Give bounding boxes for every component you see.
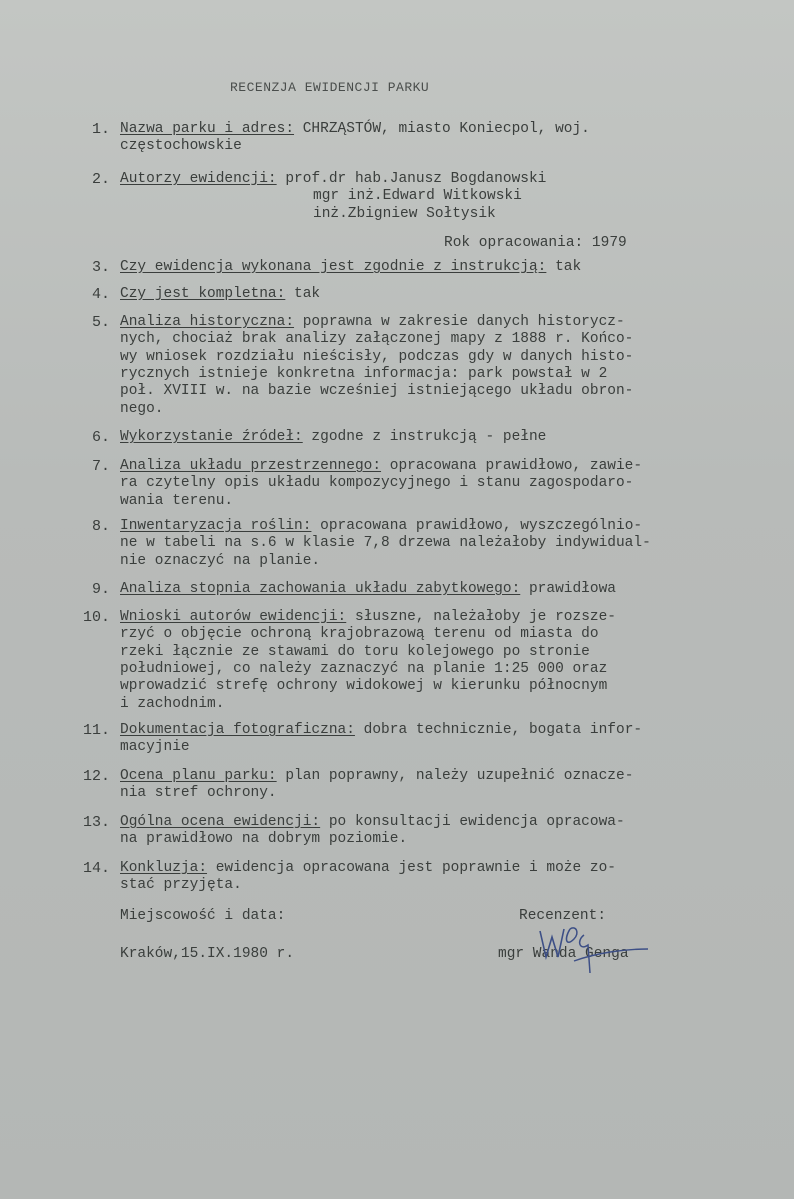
- item-number: 2.: [91, 171, 110, 188]
- item-line: [120, 331, 633, 347]
- item-text: ewidencja opracowana jest poprawnie i może zo-: [207, 860, 616, 876]
- item-line: [120, 739, 190, 755]
- item-label: Czy ewidencja wykonana jest zgodnie z instrukcją:: [120, 259, 547, 275]
- item-line: [120, 366, 607, 382]
- item-line: [120, 814, 625, 830]
- item-text: nego.: [120, 400, 164, 417]
- item-text: poprawna w zakresie danych historycz-: [294, 314, 625, 330]
- item-line: [120, 581, 616, 597]
- item-number: 10.: [82, 609, 110, 626]
- item-line: [120, 553, 320, 569]
- item-number: 4.: [91, 286, 110, 303]
- item-line: [120, 678, 607, 694]
- item-line: [120, 401, 164, 417]
- item-text: słuszne, należałoby je rozsze-: [346, 609, 616, 625]
- item-text: częstochowskie: [120, 138, 242, 155]
- reviewer-name: mgr Wanda Genga: [498, 946, 629, 962]
- item-text: nia stref ochrony.: [120, 785, 277, 802]
- item-line: [120, 661, 607, 677]
- item-number: 8.: [91, 518, 110, 535]
- item-text: tak: [285, 286, 321, 302]
- item-number: 12.: [82, 768, 110, 785]
- item-line: [120, 121, 590, 137]
- item-label: Nazwa parku i adres:: [120, 121, 295, 137]
- item-label: Konkluzja:: [120, 860, 208, 876]
- item-line: [120, 877, 242, 893]
- item-text: tak: [546, 259, 582, 275]
- item-text: wprowadzić strefę ochrony widokowej w kierunku północnym: [120, 678, 608, 695]
- item-number: 6.: [91, 429, 110, 446]
- item-text: prof.dr hab.Janusz Bogdanowski: [276, 171, 547, 187]
- item-label: Analiza układu przestrzennego:: [120, 458, 382, 474]
- item-line: [120, 722, 642, 738]
- item-text: na prawidłowo na dobrym poziomie.: [120, 831, 408, 848]
- place-date-value: Kraków,15.IX.1980 r.: [120, 946, 295, 962]
- document-title: RECENZJA EWIDENCJI PARKU: [230, 80, 430, 95]
- item-line: [120, 493, 233, 509]
- item-label: Czy jest kompletna:: [120, 286, 286, 302]
- item-label: Wykorzystanie źródeł:: [120, 429, 303, 445]
- item-text: ne w tabeli na s.6 w klasie 7,8 drzewa należałoby indywidual-: [120, 535, 651, 552]
- item-line: [120, 768, 633, 784]
- item-line: [120, 626, 599, 642]
- item-line: [120, 138, 242, 154]
- item-line: [120, 644, 590, 660]
- item-line: [120, 429, 546, 445]
- item-label: Wnioski autorów ewidencji:: [120, 609, 347, 625]
- item-text: CHRZĄSTÓW, miasto Koniecpol, woj.: [294, 121, 590, 137]
- handwritten-signature: [536, 917, 656, 977]
- item-text: nie oznaczyć na planie.: [120, 552, 321, 569]
- item-number: 7.: [91, 458, 110, 475]
- item-text: rycznych istnieje konkretna informacja: park powstał w 2: [120, 365, 608, 382]
- item-line: [444, 235, 627, 251]
- item-number: 9.: [91, 581, 110, 598]
- item-text: Rok opracowania: 1979: [444, 234, 627, 251]
- item-line: [120, 475, 633, 491]
- item-label: Autorzy ewidencji:: [120, 171, 277, 187]
- item-label: Ogólna ocena ewidencji:: [120, 814, 321, 830]
- item-line: [120, 171, 546, 187]
- item-number: 11.: [82, 722, 110, 739]
- item-line: [120, 785, 277, 801]
- item-text: południowej, co należy zaznaczyć na planie 1:25 000 oraz: [120, 660, 608, 677]
- item-label: Ocena planu parku:: [120, 768, 277, 784]
- item-number: 3.: [91, 259, 110, 276]
- item-line: [120, 458, 642, 474]
- item-text: mgr inż.Edward Witkowski: [313, 188, 522, 205]
- item-label: Dokumentacja fotograficzna:: [120, 722, 355, 738]
- item-line: [120, 831, 407, 847]
- item-line: [313, 188, 522, 204]
- item-line: [120, 314, 625, 330]
- item-label: Inwentaryzacja roślin:: [120, 518, 312, 534]
- item-text: macyjnie: [120, 739, 190, 756]
- item-number: 14.: [82, 860, 110, 877]
- item-text: wania terenu.: [120, 492, 234, 509]
- item-text: dobra technicznie, bogata infor-: [354, 722, 643, 738]
- item-label: Analiza stopnia zachowania układu zabytkowego:: [120, 581, 521, 597]
- item-text: ra czytelny opis układu kompozycyjnego i stanu zagospodaro-: [120, 475, 634, 492]
- item-line: [120, 696, 224, 712]
- item-text: opracowana prawidłowo, wyszczególnio-: [311, 518, 643, 534]
- item-text: rzeki łącznie ze stawami do toru kolejowego po stronie: [120, 643, 590, 660]
- item-text: zgodne z instrukcją - pełne: [302, 429, 547, 445]
- item-number: 1.: [91, 121, 110, 138]
- reviewer-label: Recenzent:: [519, 908, 607, 924]
- item-text: inż.Zbigniew Sołtysik: [313, 205, 496, 222]
- item-line: [120, 609, 616, 625]
- item-line: [120, 286, 320, 302]
- item-line: [120, 349, 633, 365]
- item-text: prawidłowa: [520, 581, 616, 597]
- item-text: nych, chociaż brak analizy załączonej mapy z 1888 r. Końco-: [120, 331, 634, 348]
- place-label: Miejscowość i data:: [120, 908, 286, 924]
- item-text: stać przyjęta.: [120, 877, 242, 894]
- item-number: 5.: [91, 314, 110, 331]
- item-text: rzyć o objęcie ochroną krajobrazową terenu od miasta do: [120, 626, 599, 643]
- item-number: 13.: [82, 814, 110, 831]
- item-text: wy wniosek rozdziału nieścisły, podczas gdy w danych histo-: [120, 348, 634, 365]
- item-line: [120, 259, 581, 275]
- item-line: [120, 535, 651, 551]
- item-line: [313, 206, 496, 222]
- item-text: i zachodnim.: [120, 695, 225, 712]
- item-text: po konsultacji ewidencja opracowa-: [320, 814, 625, 830]
- item-line: [120, 860, 616, 876]
- item-text: poł. XVIII w. na bazie wcześniej istniejącego układu obron-: [120, 383, 634, 400]
- item-text: plan poprawny, należy uzupełnić oznacze-: [276, 768, 634, 784]
- item-line: [120, 518, 642, 534]
- item-line: [120, 383, 633, 399]
- item-text: opracowana prawidłowo, zawie-: [381, 458, 643, 474]
- item-label: Analiza historyczna:: [120, 314, 295, 330]
